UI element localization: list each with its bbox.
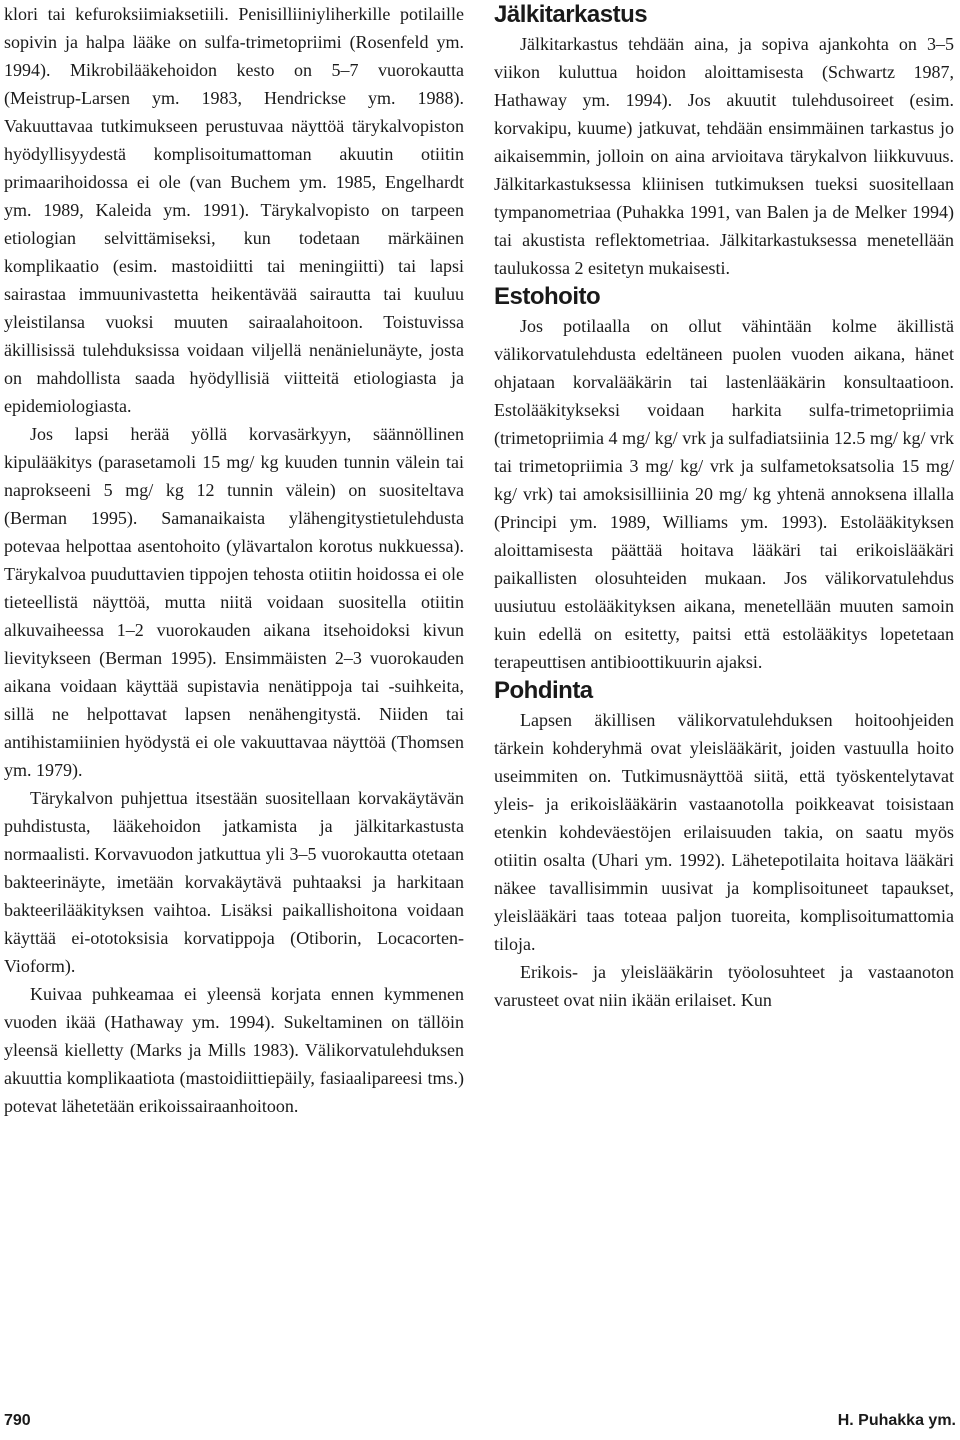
jalkitarkastus-paragraph: Jälkitarkastus tehdään aina, ja sopiva ajankohta on 3–5 viikon kuluttua hoidon aloittamisesta (Schwartz 1987, Hathaway ym. 1994). Jos akuutit tulehdusoireet (esim. korvakipu, kuume) jatkuvat, tehdään ensimmäinen tarkastus jo aikaisemmin, jolloin on aina arvioitava tärykalvon liikkuvuus. Jälkitarkastuksessa kliinisen tutkimuksen tueksi suositellaan tympanometriaa (Puhakka 1991, van Balen ja de Melker 1994) tai akustista reflektometriaa. Jälkitarkastuksessa menetellään taulukossa 2 esitetyn mukaisesti. — [494, 34, 954, 278]
estohoito-paragraph: Jos potilaalla on ollut vähintään kolme äkillistä välikorvatulehdusta edeltäneen puolen vuoden aikana, hänet ohjataan korvalääkärin tai lastenlääkärin konsultaatioon. Estolääkitykseksi voidaan harkita sulfa-trimetopriimia (trimetopriimia 4 mg/ kg/ vrk ja sulfadiatsiinia 12.5 mg/ kg/ vrk tai trimetopriimia 3 mg/ kg/ vrk ja sulfametoksatsolia 15 mg/ kg/ vrk) tai amoksisilliinia 20 mg/ kg yhtenä annoksena illalla (Principi ym. 1989, Williams ym. 1993). Estolääkityksen aloittamisesta päättää hoitava lääkäri tai erikoislääkäri paikallisten olosuhteiden mukaan. Jos välikorvatulehdus uusiutuu estolääkityksen aikana, menetellään muuten samoin kuin edellä on esitetty, paitsi että estolääkitys lopetetaan terapeuttisen antibioottikuurin ajaksi. — [494, 316, 954, 672]
left-paragraph-4: Kuivaa puhkeamaa ei yleensä korjata ennen kymmenen vuoden ikää (Hathaway ym. 1994). Sukeltaminen on tällöin yleensä kielletty (Marks ja Mills 1983). Välikorvatulehduksen akuuttia komplikaatiota (mastoidiittiepäily, fasiaalipareesi tms.) potevat lähetetään erikoissairaanhoitoon. — [4, 984, 464, 1116]
section-heading-pohdinta: Pohdinta — [494, 677, 593, 704]
pohdinta-paragraph-1: Lapsen äkillisen välikorvatulehduksen hoitoohjeiden tärkein kohderyhmä ovat yleislääkärit, joiden vastuulla hoito useimmiten on. Tutkimusnäyttöä siitä, että työskentelytavat yleis- ja erikoislääkärin vastaanotolla poikkeavat toisistaan etenkin kohdeväestöjen erilaisuuden takia, on saatu myös otiitin osalta (Uhari ym. 1992). Lähetepotilaita hoitava lääkäri näkee tavallisimmin uusivat ja komplisoituneet tapaukset, yleislääkäri taas toteaa paljon tuoreita, komplisoitumattomia tiloja. — [494, 710, 954, 954]
section-heading-estohoito: Estohoito — [494, 283, 601, 310]
left-paragraph-3: Tärykalvon puhjettua itsestään suositellaan korvakäytävän puhdistusta, lääkehoidon jatkamista ja jälkitarkastusta normaalisti. Korvavuodon jatkuttua yli 3–5 vuorokautta otetaan bakteerinäyte, imetään korvakäytävä puhtaaksi ja harkitaan bakteerilääkityksen vaihtoa. Lisäksi paikallishoitona voidaan käyttää ei-ototoksisia korvatippoja (Otiborin, Locacorten-Vioform). — [4, 788, 464, 976]
running-author: H. Puhakka ym. — [837, 1412, 956, 1429]
pohdinta-paragraph-2: Erikois- ja yleislääkärin työolosuhteet ja vastaanoton varusteet ovat niin ikään erilaiset. Kun — [494, 962, 954, 1010]
page-footer — [0, 1408, 960, 1436]
left-column — [4, 0, 464, 1120]
section-heading-jalkitarkastus: Jälkitarkastus — [494, 1, 648, 28]
left-paragraph-2: Jos lapsi herää yöllä korvasärkyyn, säännöllinen kipulääkitys (parasetamoli 15 mg/ kg kuuden tunnin välein tai naprokseeni 5 mg/ kg 12 tunnin välein) on suositeltava (Berman 1995). Samanaikaista ylähengitystietulehdusta potevaa helpottaa asentohoito (ylävartalon korotus nukkuessa). Tärykalvoa puuduttavien tippojen tehosta otiitin hoidossa ei ole tieteellistä näyttöä, mutta niitä voidaan suositella otiitin alkuvaiheessa 1–2 vuorokauden aikana itsehoidoksi kivun lievitykseen (Berman 1995). Ensimmäisten 2–3 vuorokauden aikana voidaan käyttää supistavia nenätippoja tai -suihkeita, sillä ne helpottavat lapsen nenähengitystä. Niiden tai antihistamiinien hyödystä ei ole vakuuttavaa näyttöä (Thomsen ym. 1979). — [4, 424, 464, 780]
right-column — [494, 0, 954, 1014]
left-paragraph-1: klori tai kefuroksiimiaksetiili. Penisilliiniyliherkille potilaille sopivin ja halpa lääke on sulfa-trimetopriimi (Rosenfeld ym. 1994). Mikrobilääkehoidon kesto on 5–7 vuorokautta (Meistrup-Larsen ym. 1983, Hendrickse ym. 1988). Vakuuttavaa tutkimukseen perustuvaa näyttöä tärykalvopiston hyödyllisyydestä komplisoitumattoman akuutin otiitin primaarihoidossa ei ole (van Buchem ym. 1985, Engelhardt ym. 1989, Kaleida ym. 1991). Tärykalvopisto on tarpeen etiologian selvittämiseksi, kun todetaan märkäinen komplikaatio (esim. mastoidiitti tai meningiitti) tai lapsi sairastaa immuunivastetta heikentävää sairautta tai kuuluu yleistilansa vuoksi muuten sairaalahoitoon. Toistuvissa äkillisissä tulehduksissa voidaan viljellä nenänielunäyte, josta on mahdollista saada hyödyllisiä viitteitä etiologiasta ja epidemiologiasta. — [4, 4, 464, 416]
page-number: 790 — [4, 1412, 31, 1429]
